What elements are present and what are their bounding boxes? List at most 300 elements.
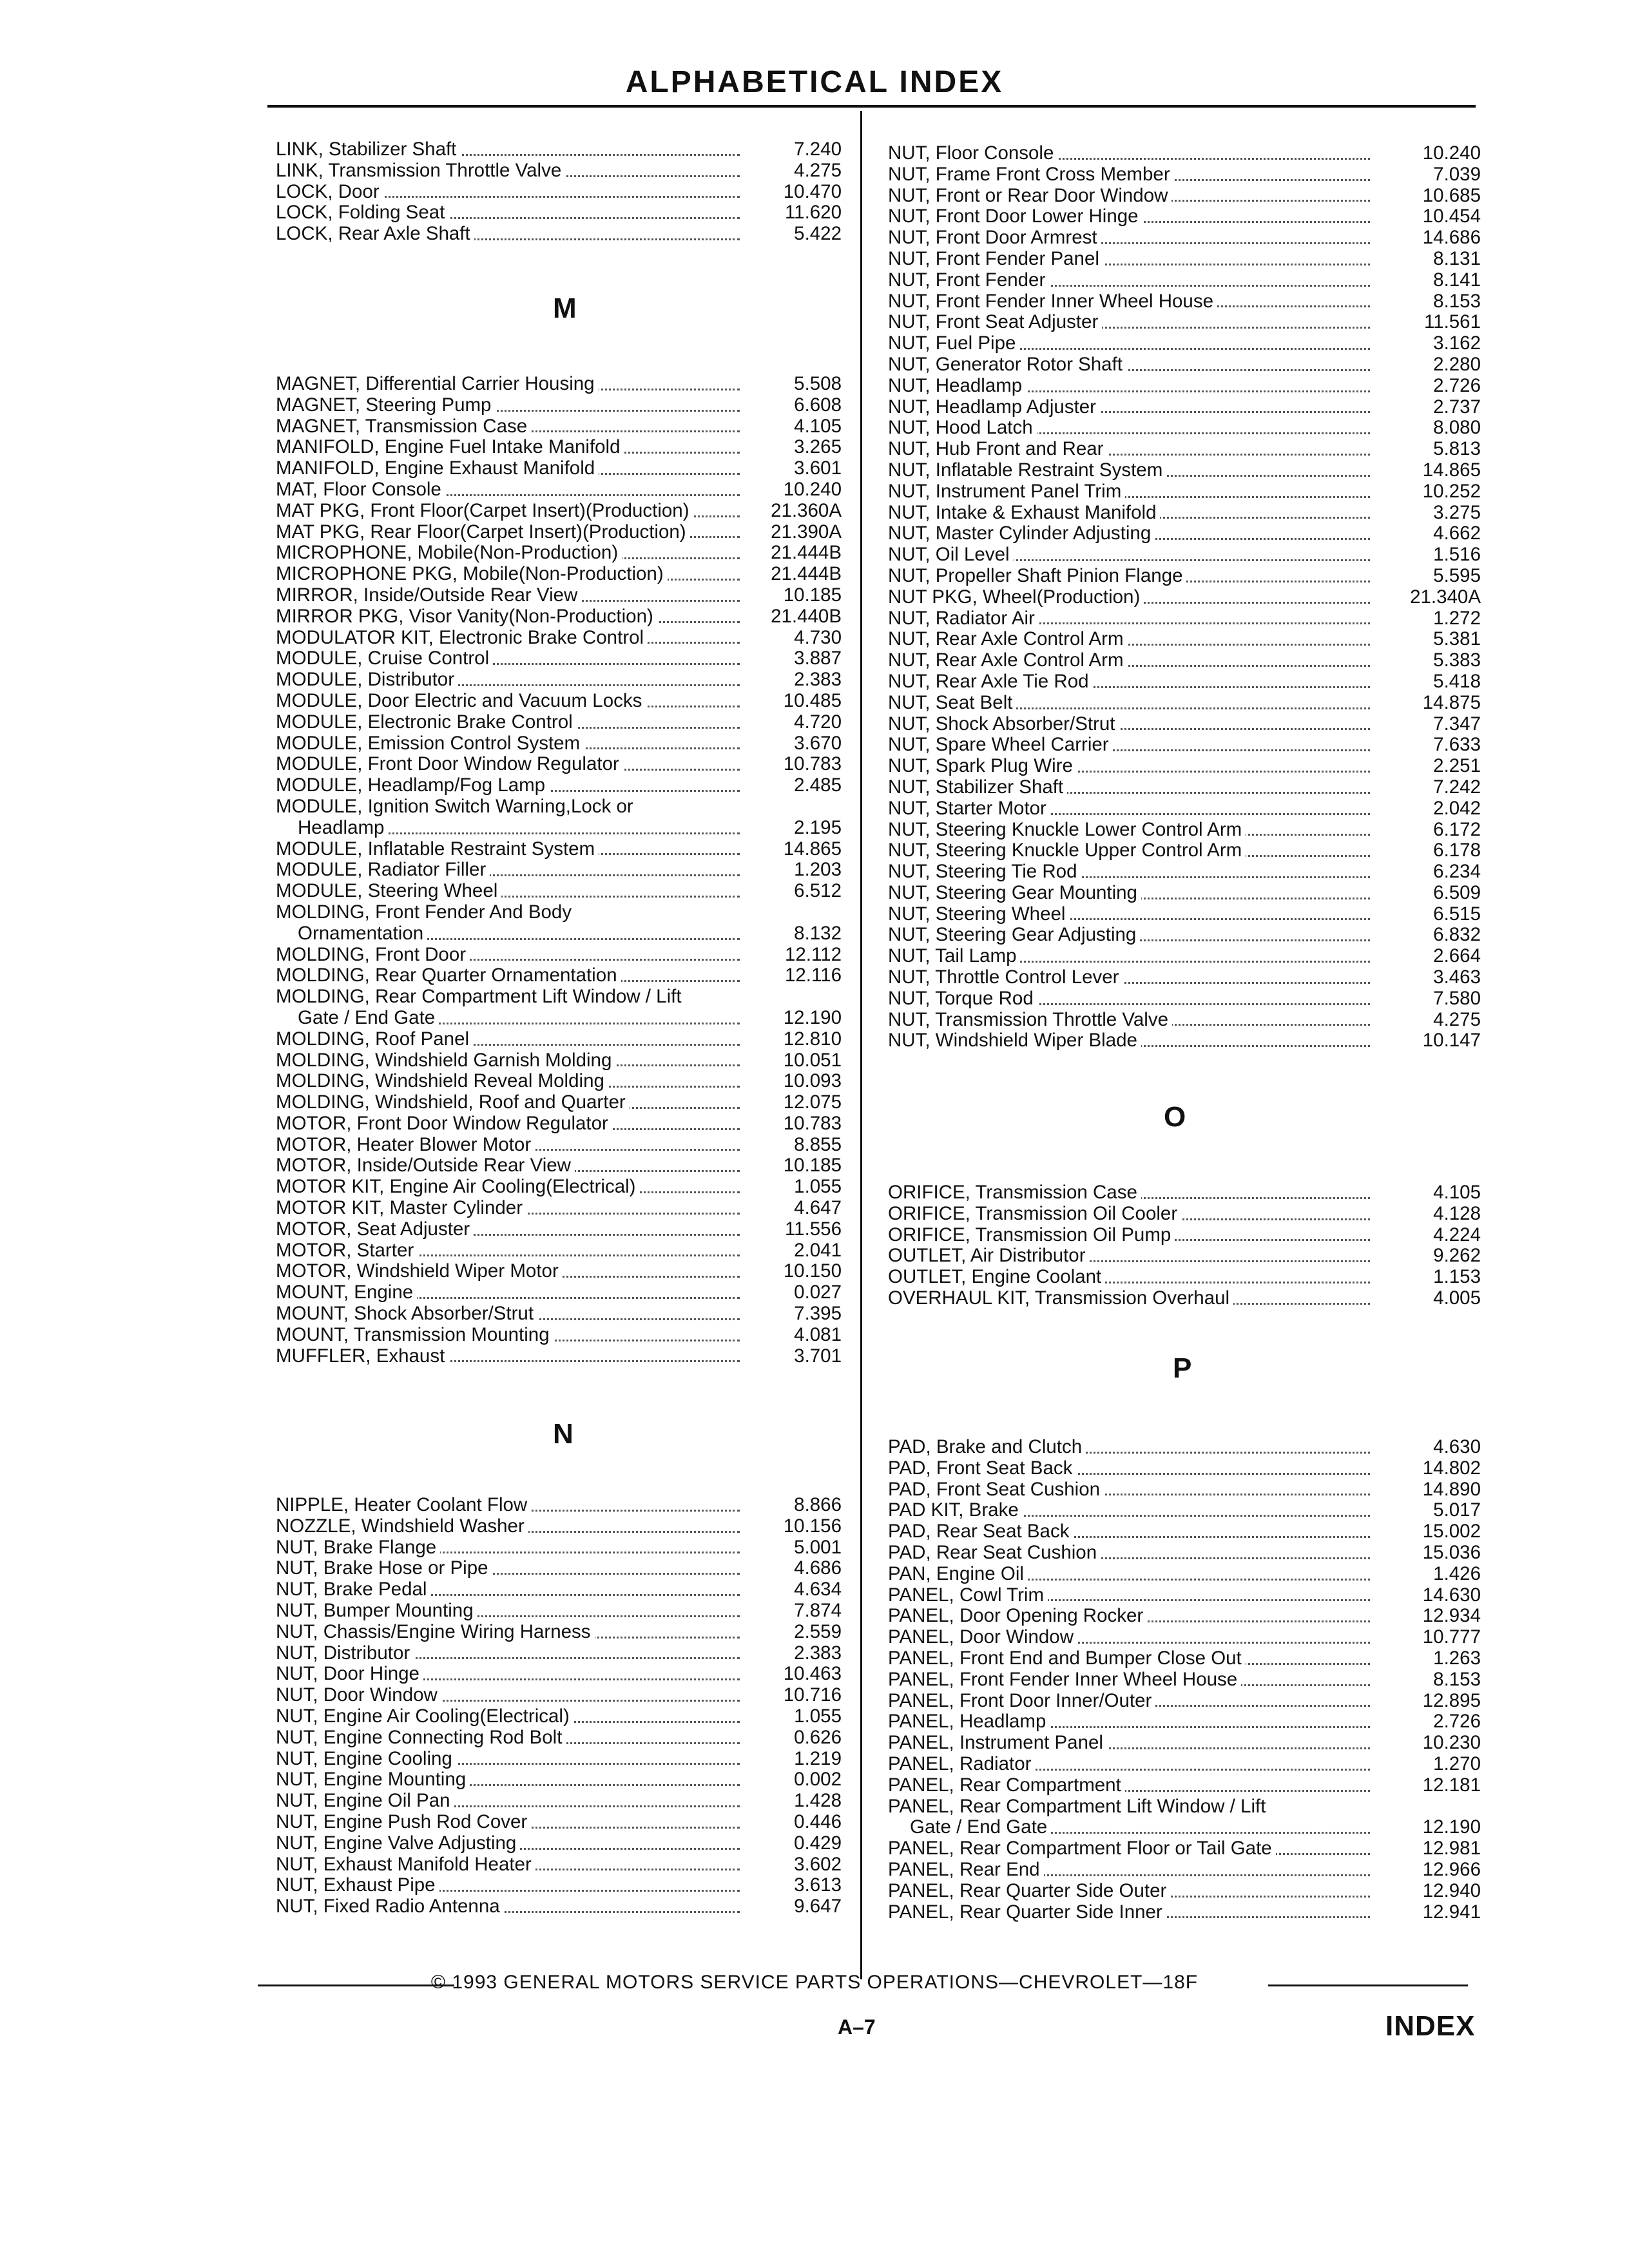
index-entry (888, 143, 1481, 164)
index-entry (276, 1622, 843, 1643)
entry-label: MOLDING, Windshield Reveal Molding (276, 1071, 608, 1092)
entry-reference-number: 12.116 (780, 965, 842, 986)
entry-label: MOLDING, Front Fender And Body (276, 902, 575, 923)
entry-label: NOZZLE, Windshield Washer (276, 1516, 528, 1537)
index-entry (888, 397, 1481, 418)
entry-label: NUT, Throttle Control Lever (888, 967, 1123, 988)
entry-label: OUTLET, Air Distributor (888, 1245, 1090, 1267)
index-entry (276, 1050, 843, 1072)
entry-reference-number: 21.340A (1405, 587, 1481, 608)
entry-reference-number: 6.512 (789, 881, 842, 902)
entry-reference-number: 11.561 (1419, 312, 1481, 333)
entry-label: MOTOR, Front Door Window Regulator (276, 1113, 612, 1135)
entry-label: NUT, Starter Motor (888, 798, 1050, 820)
index-entry (276, 1282, 843, 1303)
entry-reference-number: 10.230 (1418, 1733, 1481, 1754)
entry-reference-number: 4.634 (789, 1579, 842, 1600)
entry-reference-number: 4.005 (1428, 1288, 1481, 1309)
entry-reference-number: 10.252 (1418, 481, 1481, 503)
entry-reference-number: 7.242 (1428, 777, 1481, 798)
entry-reference-number: 14.865 (778, 839, 842, 860)
entry-reference-number: 8.153 (1428, 1669, 1481, 1691)
entry-label: MUFFLER, Exhaust (276, 1346, 448, 1367)
index-entry (888, 1010, 1481, 1031)
entry-label: MOTOR, Heater Blower Motor (276, 1135, 535, 1156)
index-entry (888, 820, 1481, 841)
index-entry (888, 1479, 1481, 1501)
entry-label: MOLDING, Windshield Garnish Molding (276, 1050, 615, 1072)
entry-label: MODULE, Radiator Filler (276, 860, 490, 881)
entry-label: NIPPLE, Heater Coolant Flow (276, 1495, 531, 1516)
entry-label: NUT, Front or Rear Door Window (888, 186, 1171, 207)
entry-label: Ornamentation (276, 923, 427, 945)
entry-label: MAGNET, Differential Carrier Housing (276, 374, 599, 395)
index-entry (276, 543, 843, 564)
entry-label: MODULE, Distributor (276, 669, 458, 691)
index-entry (888, 1204, 1481, 1225)
entry-reference-number: 10.240 (778, 479, 842, 501)
entry-reference-number: 1.263 (1428, 1648, 1481, 1669)
entry-reference-number: 10.454 (1418, 206, 1481, 227)
entry-reference-number: 21.444B (766, 564, 842, 585)
index-entry (276, 712, 843, 733)
m-entries (276, 374, 843, 1367)
entry-reference-number: 10.716 (778, 1685, 842, 1706)
entry-reference-number: 0.429 (789, 1833, 842, 1854)
entry-label: PANEL, Front End and Bumper Close Out (888, 1648, 1246, 1669)
index-entry (276, 1685, 843, 1706)
index-entry (276, 182, 843, 203)
entry-reference-number: 10.093 (778, 1071, 842, 1092)
index-entry (276, 1812, 843, 1833)
entry-label: PAD, Rear Seat Cushion (888, 1542, 1101, 1564)
entry-label: NUT, Brake Flange (276, 1537, 440, 1559)
entry-reference-number: 10.463 (778, 1664, 842, 1685)
index-entry (276, 1495, 843, 1516)
entry-reference-number: 9.647 (789, 1896, 842, 1917)
entry-label: ORIFICE, Transmission Case (888, 1182, 1141, 1204)
entry-label: NUT, Steering Wheel (888, 904, 1069, 925)
entry-reference-number: 10.470 (778, 182, 842, 203)
index-entry (276, 986, 843, 1008)
entry-label: NUT, Fuel Pipe (888, 333, 1019, 354)
entry-reference-number: 2.042 (1428, 798, 1481, 820)
entry-reference-number: 6.832 (1428, 925, 1481, 946)
entry-reference-number: 2.559 (789, 1622, 842, 1643)
entry-label: NUT, Steering Gear Adjusting (888, 925, 1140, 946)
index-entry (888, 418, 1481, 439)
index-entry (888, 503, 1481, 524)
index-entry (888, 227, 1481, 249)
entry-label: PANEL, Rear Quarter Side Inner (888, 1902, 1166, 1923)
entry-label: NUT, Intake & Exhaust Manifold (888, 503, 1160, 524)
entry-reference-number: 4.275 (1428, 1010, 1481, 1031)
index-entry (888, 376, 1481, 397)
entry-label: NUT, Engine Mounting (276, 1769, 470, 1791)
index-entry (276, 395, 843, 416)
entry-reference-number: 5.422 (789, 224, 842, 245)
entry-reference-number: 11.556 (780, 1219, 842, 1240)
entry-reference-number: 12.190 (778, 1008, 842, 1029)
entry-reference-number: 15.002 (1418, 1521, 1481, 1542)
entry-label: MODULATOR KIT, Electronic Brake Control (276, 628, 648, 649)
p-entries (888, 1437, 1481, 1923)
index-entry (888, 1225, 1481, 1246)
entry-reference-number: 7.347 (1428, 714, 1481, 735)
entry-label: NUT, Steering Knuckle Upper Control Arm (888, 840, 1246, 861)
entry-label: NUT, Transmission Throttle Valve (888, 1010, 1172, 1031)
entry-reference-number: 10.147 (1418, 1030, 1481, 1052)
entry-reference-number: 6.172 (1428, 820, 1481, 841)
entry-reference-number: 4.730 (789, 628, 842, 649)
entry-label: NUT, Front Door Armrest (888, 227, 1101, 249)
index-entry (276, 1261, 843, 1282)
entry-reference-number: 8.855 (789, 1135, 842, 1156)
entry-reference-number: 4.720 (789, 712, 842, 733)
entry-label: NUT, Seat Belt (888, 693, 1016, 714)
entry-reference-number: 12.895 (1418, 1691, 1481, 1712)
index-entry (888, 566, 1481, 587)
index-entry (888, 1860, 1481, 1881)
entry-label: MOLDING, Roof Panel (276, 1029, 473, 1050)
index-entry (276, 139, 843, 160)
entry-label: ORIFICE, Transmission Oil Pump (888, 1225, 1175, 1246)
index-entry (888, 693, 1481, 714)
entry-reference-number: 2.383 (789, 1643, 842, 1664)
index-entry (276, 606, 843, 628)
index-entry (276, 628, 843, 649)
entry-reference-number: 6.515 (1428, 904, 1481, 925)
index-entry (888, 756, 1481, 777)
entry-reference-number: 4.105 (1428, 1182, 1481, 1204)
entry-label: NUT, Front Seat Adjuster (888, 312, 1102, 333)
index-entry (888, 925, 1481, 946)
index-entry (888, 1245, 1481, 1267)
entry-label: NUT, Chassis/Engine Wiring Harness (276, 1622, 595, 1643)
entry-label: PAD, Front Seat Cushion (888, 1479, 1104, 1501)
entry-label: MOLDING, Rear Compartment Lift Window / Lift (276, 986, 686, 1008)
entry-reference-number: 2.485 (789, 775, 842, 796)
index-entry (888, 1542, 1481, 1564)
index-entry (888, 164, 1481, 186)
entry-reference-number: 5.508 (789, 374, 842, 395)
entry-label: MODULE, Electronic Brake Control (276, 712, 577, 733)
index-entry (888, 1775, 1481, 1796)
index-entry (276, 1113, 843, 1135)
entry-reference-number: 4.647 (789, 1198, 842, 1219)
entry-reference-number: 10.783 (778, 754, 842, 775)
entry-reference-number: 8.080 (1428, 418, 1481, 439)
entry-reference-number: 1.426 (1428, 1564, 1481, 1585)
entry-reference-number: 8.132 (789, 923, 842, 945)
index-entry (276, 1749, 843, 1770)
entry-label: PANEL, Door Opening Rocker (888, 1606, 1147, 1627)
entry-reference-number: 12.075 (778, 1092, 842, 1113)
entry-label: NUT, Front Fender Inner Wheel House (888, 291, 1217, 312)
entry-label: NUT, Rear Axle Tie Rod (888, 671, 1093, 693)
entry-reference-number: 3.887 (789, 648, 842, 669)
entry-label: NUT, Engine Valve Adjusting (276, 1833, 520, 1854)
entry-label: NUT, Shock Absorber/Strut (888, 714, 1119, 735)
entry-label: PANEL, Headlamp (888, 1711, 1050, 1733)
entry-label: NUT, Instrument Panel Trim (888, 481, 1125, 503)
entry-reference-number: 12.181 (1418, 1775, 1481, 1796)
entry-label: PAD KIT, Brake (888, 1500, 1023, 1521)
index-entry (888, 1627, 1481, 1648)
entry-label: MOUNT, Transmission Mounting (276, 1325, 554, 1346)
entry-label: NUT, Engine Connecting Rod Bolt (276, 1727, 566, 1749)
index-entry (888, 523, 1481, 544)
entry-reference-number: 15.036 (1418, 1542, 1481, 1564)
entry-reference-number: 1.203 (789, 860, 842, 881)
entry-reference-number: 5.017 (1428, 1500, 1481, 1521)
index-entry (276, 1219, 843, 1240)
index-entry (276, 945, 843, 966)
entry-label: PANEL, Rear Compartment (888, 1775, 1125, 1796)
entry-label: PANEL, Front Door Inner/Outer (888, 1691, 1155, 1712)
entry-label: NUT, Front Door Lower Hinge (888, 206, 1142, 227)
entry-reference-number: 4.105 (789, 416, 842, 437)
entry-label: NUT, Frame Front Cross Member (888, 164, 1174, 186)
entry-reference-number: 10.150 (778, 1261, 842, 1282)
entry-reference-number: 6.608 (789, 395, 842, 416)
entry-reference-number: 14.865 (1418, 460, 1481, 481)
entry-reference-number: 2.041 (789, 1240, 842, 1262)
entry-reference-number: 1.270 (1428, 1754, 1481, 1775)
index-entry (276, 775, 843, 796)
index-entry (276, 1177, 843, 1198)
entry-label: NUT, Torque Rod (888, 988, 1037, 1010)
index-entry (888, 1902, 1481, 1923)
index-entry (276, 458, 843, 479)
entry-label: MOLDING, Rear Quarter Ornamentation (276, 965, 621, 986)
entry-reference-number: 21.360A (766, 501, 842, 522)
o-entries (888, 1182, 1481, 1309)
index-entry (888, 629, 1481, 650)
index-entry (276, 796, 843, 818)
index-entry (888, 650, 1481, 671)
entry-label: NUT, Engine Air Cooling(Electrical) (276, 1706, 574, 1727)
entry-label: MOTOR KIT, Engine Air Cooling(Electrical) (276, 1177, 640, 1198)
entry-label: MOUNT, Engine (276, 1282, 417, 1303)
index-entry (276, 1791, 843, 1812)
entry-label: ORIFICE, Transmission Oil Cooler (888, 1204, 1181, 1225)
entry-reference-number: 6.234 (1428, 861, 1481, 883)
entry-label: LOCK, Rear Axle Shaft (276, 224, 474, 245)
index-entry (888, 1585, 1481, 1606)
entry-reference-number: 7.039 (1428, 164, 1481, 186)
entry-label: PANEL, Front Fender Inner Wheel House (888, 1669, 1241, 1691)
entry-reference-number: 6.509 (1428, 883, 1481, 904)
entry-label: MOUNT, Shock Absorber/Strut (276, 1303, 537, 1325)
entry-label: NUT, Spark Plug Wire (888, 756, 1077, 777)
index-entry (888, 291, 1481, 312)
index-entry (276, 860, 843, 881)
index-entry (276, 1537, 843, 1559)
entry-reference-number: 3.602 (789, 1854, 842, 1876)
entry-label: PAD, Brake and Clutch (888, 1437, 1086, 1458)
section-label: INDEX (1385, 2010, 1476, 2042)
index-entry (276, 585, 843, 606)
entry-reference-number: 9.262 (1428, 1245, 1481, 1267)
entry-reference-number: 1.428 (789, 1791, 842, 1812)
entry-label: MODULE, Cruise Control (276, 648, 493, 669)
index-entry (276, 669, 843, 691)
entry-reference-number: 14.686 (1418, 227, 1481, 249)
section-letter-m: M (553, 293, 577, 324)
entry-reference-number: 12.966 (1418, 1860, 1481, 1881)
index-entry (276, 1833, 843, 1854)
index-entry (276, 1769, 843, 1791)
entry-reference-number: 7.395 (789, 1303, 842, 1325)
footer-rule-right (1268, 1984, 1468, 1986)
entry-reference-number: 2.251 (1428, 756, 1481, 777)
index-entry (888, 840, 1481, 861)
entry-label: NUT, Engine Push Rod Cover (276, 1812, 531, 1833)
index-entry (276, 1135, 843, 1156)
index-entry (888, 1030, 1481, 1052)
entry-reference-number: 4.686 (789, 1558, 842, 1579)
entry-label: NUT, Brake Pedal (276, 1579, 430, 1600)
index-entry (888, 1669, 1481, 1691)
index-entry (276, 1600, 843, 1622)
entry-label: MICROPHONE, Mobile(Non-Production) (276, 543, 622, 564)
index-entry (888, 1838, 1481, 1860)
index-entry (888, 186, 1481, 207)
l-entries (276, 139, 843, 245)
index-entry (276, 902, 843, 923)
entry-label: NUT, Door Window (276, 1685, 441, 1706)
entry-label: MIRROR PKG, Visor Vanity(Non-Production) (276, 606, 657, 628)
index-entry (888, 1500, 1481, 1521)
entry-reference-number: 11.620 (780, 202, 842, 224)
entry-reference-number: 10.777 (1418, 1627, 1481, 1648)
entry-reference-number: 12.981 (1418, 1838, 1481, 1860)
entry-reference-number: 3.162 (1428, 333, 1481, 354)
index-entry (888, 714, 1481, 735)
entry-reference-number: 21.440B (766, 606, 842, 628)
entry-reference-number: 3.265 (789, 437, 842, 458)
index-entry (888, 861, 1481, 883)
index-entry (276, 1346, 843, 1367)
index-entry (276, 1727, 843, 1749)
index-entry (276, 1008, 843, 1029)
index-entry (888, 1564, 1481, 1585)
entry-reference-number: 7.874 (789, 1600, 842, 1622)
entry-label: MAT PKG, Front Floor(Carpet Insert)(Production) (276, 501, 693, 522)
index-entry (276, 1896, 843, 1917)
index-entry (888, 1521, 1481, 1542)
entry-label: MODULE, Front Door Window Regulator (276, 754, 623, 775)
index-entry (276, 224, 843, 245)
entry-label: MOLDING, Front Door (276, 945, 470, 966)
index-entry (888, 883, 1481, 904)
entry-label: NUT, Bumper Mounting (276, 1600, 477, 1622)
nut-entries (888, 143, 1481, 1052)
entry-reference-number: 12.934 (1418, 1606, 1481, 1627)
section-letter-o: O (1164, 1101, 1186, 1133)
index-entry (276, 1579, 843, 1600)
entry-reference-number: 2.726 (1428, 376, 1481, 397)
index-entry (276, 1092, 843, 1113)
entry-label: NUT, Door Hinge (276, 1664, 423, 1685)
entry-reference-number: 1.055 (789, 1177, 842, 1198)
entry-reference-number: 0.626 (789, 1727, 842, 1749)
index-entry (888, 354, 1481, 376)
index-entry (276, 202, 843, 224)
index-entry (276, 1303, 843, 1325)
entry-label: OUTLET, Engine Coolant (888, 1267, 1105, 1288)
index-entry (276, 501, 843, 522)
entry-label: LINK, Transmission Throttle Valve (276, 160, 565, 182)
entry-label: Gate / End Gate (888, 1817, 1051, 1838)
entry-reference-number: 12.810 (778, 1029, 842, 1050)
entry-label: NUT, Fixed Radio Antenna (276, 1896, 504, 1917)
entry-label: NUT, Spare Wheel Carrier (888, 735, 1113, 756)
entry-reference-number: 5.381 (1428, 629, 1481, 650)
entry-label: MIRROR, Inside/Outside Rear View (276, 585, 581, 606)
index-entry (888, 1437, 1481, 1458)
index-entry (276, 1071, 843, 1092)
index-entry (276, 1240, 843, 1262)
entry-label: MICROPHONE PKG, Mobile(Non-Production) (276, 564, 668, 585)
entry-label: NUT, Stabilizer Shaft (888, 777, 1067, 798)
index-entry (888, 798, 1481, 820)
index-entry (276, 1325, 843, 1346)
entry-reference-number: 1.516 (1428, 544, 1481, 566)
entry-label: PAN, Engine Oil (888, 1564, 1028, 1585)
entry-label: NUT, Brake Hose or Pipe (276, 1558, 492, 1579)
entry-reference-number: 6.178 (1428, 840, 1481, 861)
index-entry (276, 1198, 843, 1219)
entry-reference-number: 5.813 (1428, 439, 1481, 460)
entry-label: MODULE, Steering Wheel (276, 881, 501, 902)
entry-label: NUT, Windshield Wiper Blade (888, 1030, 1141, 1052)
index-entry (276, 648, 843, 669)
entry-label: NUT, Headlamp Adjuster (888, 397, 1100, 418)
entry-reference-number: 21.444B (766, 543, 842, 564)
entry-label: NUT, Oil Level (888, 544, 1014, 566)
entry-reference-number: 10.185 (778, 585, 842, 606)
entry-reference-number: 10.485 (778, 691, 842, 712)
entry-label: NUT, Propeller Shaft Pinion Flange (888, 566, 1186, 587)
entry-label: NUT, Front Fender Panel (888, 249, 1103, 270)
entry-reference-number: 10.240 (1418, 143, 1481, 164)
index-entry (276, 479, 843, 501)
index-entry (276, 1664, 843, 1685)
index-entry (888, 777, 1481, 798)
entry-reference-number: 3.670 (789, 733, 842, 754)
entry-label: MAT PKG, Rear Floor(Carpet Insert)(Production) (276, 522, 690, 543)
entry-reference-number: 1.153 (1428, 1267, 1481, 1288)
index-entry (888, 333, 1481, 354)
page-title: ALPHABETICAL INDEX (625, 65, 1004, 99)
entry-label: MODULE, Ignition Switch Warning,Lock or (276, 796, 637, 818)
footer-copyright: © 1993 GENERAL MOTORS SERVICE PARTS OPERATIONS—CHEVROLET—18F (430, 1972, 1199, 1993)
index-entry (888, 249, 1481, 270)
entry-reference-number: 3.601 (789, 458, 842, 479)
index-entry (888, 1606, 1481, 1627)
entry-reference-number: 2.195 (789, 818, 842, 839)
entry-reference-number: 2.726 (1428, 1711, 1481, 1733)
index-entry (276, 374, 843, 395)
entry-label: LOCK, Folding Seat (276, 202, 448, 224)
index-entry (888, 735, 1481, 756)
entry-label: NUT, Radiator Air (888, 608, 1039, 629)
entry-label: NUT, Distributor (276, 1643, 414, 1664)
n-entries (276, 1495, 843, 1917)
index-entry (888, 1817, 1481, 1838)
